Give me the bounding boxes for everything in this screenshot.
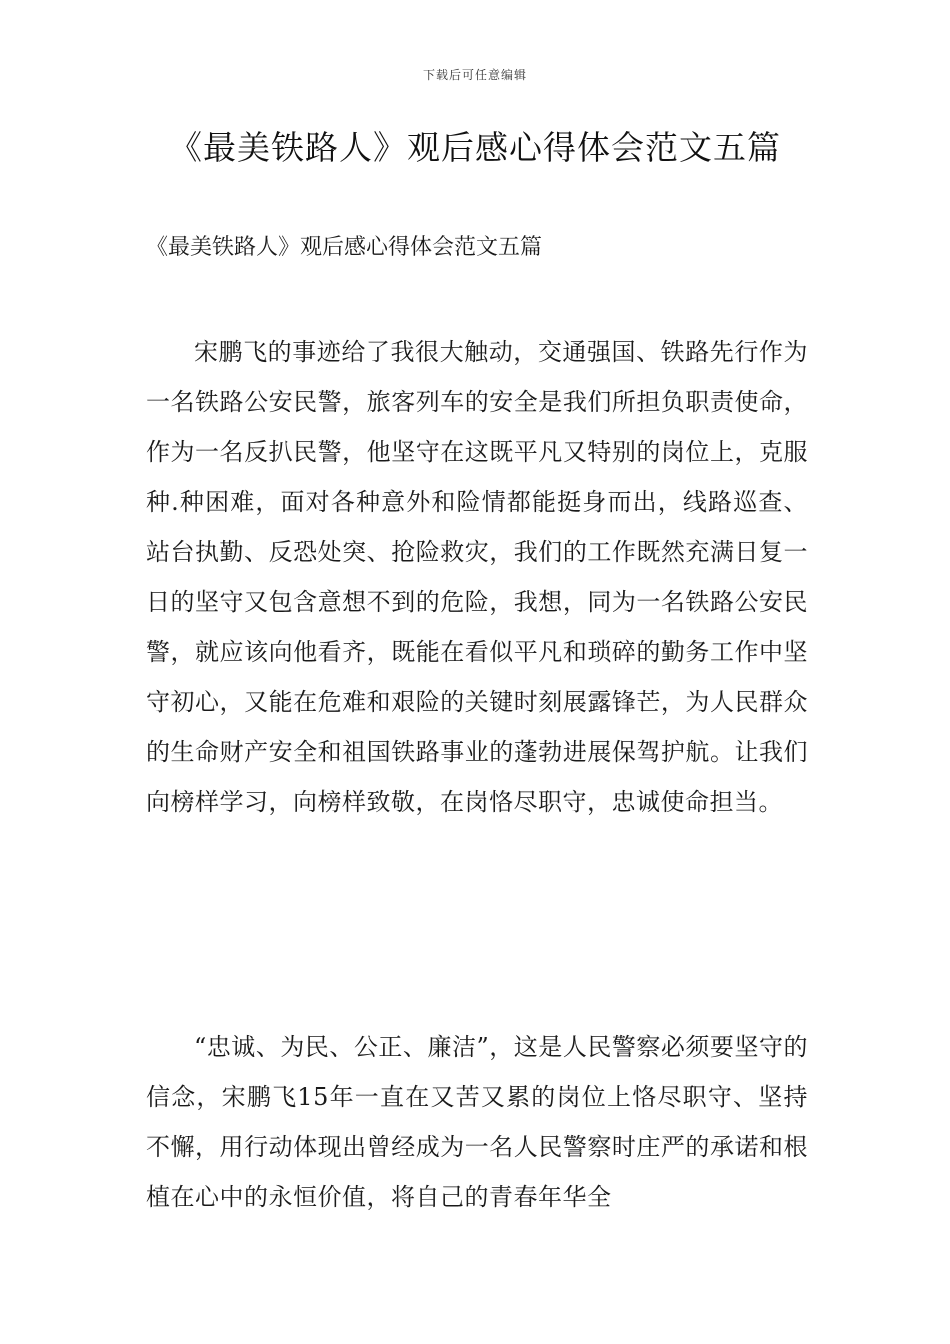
body-paragraph-2: “忠诚、为民、公正、廉洁”，这是人民警察必须要坚守的信念，宋鹏飞15年一直在又苦又累的岗位上恪尽职守、坚持不懈，用行动体现出曾经成为一名人民警察时庄严的承诺和根植在心中的永恒价值，将自己的青春年华全 xyxy=(146,1033,808,1211)
document-title: 《最美铁路人》观后感心得体会范文五篇 xyxy=(169,128,781,167)
document-subtitle: 《最美铁路人》观后感心得体会范文五篇 xyxy=(146,235,543,260)
header-note: 下载后可任意编辑 xyxy=(422,68,527,82)
body-paragraph-1: 宋鹏飞的事迹给了我很大触动，交通强国、铁路先行作为一名铁路公安民警，旅客列车的安全是我们所担负职责使命，作为一名反扒民警，他坚守在这既平凡又特别的岗位上，克服种.种困难，面对各种意外和险情都能挺身而出，线路巡查、站台执勤、反恐处突、抢险救灾，我们的工作既然充满日复一日的坚守又包含意想不到的危险，我想，同为一名铁路公安民警，就应该向他看齐，既能在看似平凡和琐碎的勤务工作中坚守初心，又能在危难和艰险的关键时刻展露锋芒，为人民群众的生命财产安全和祖国铁路事业的蓬勃进展保驾护航。让我们向榜样学习，向榜样致敬，在岗恪尽职守，忠诚使命担当。 xyxy=(146,338,808,816)
